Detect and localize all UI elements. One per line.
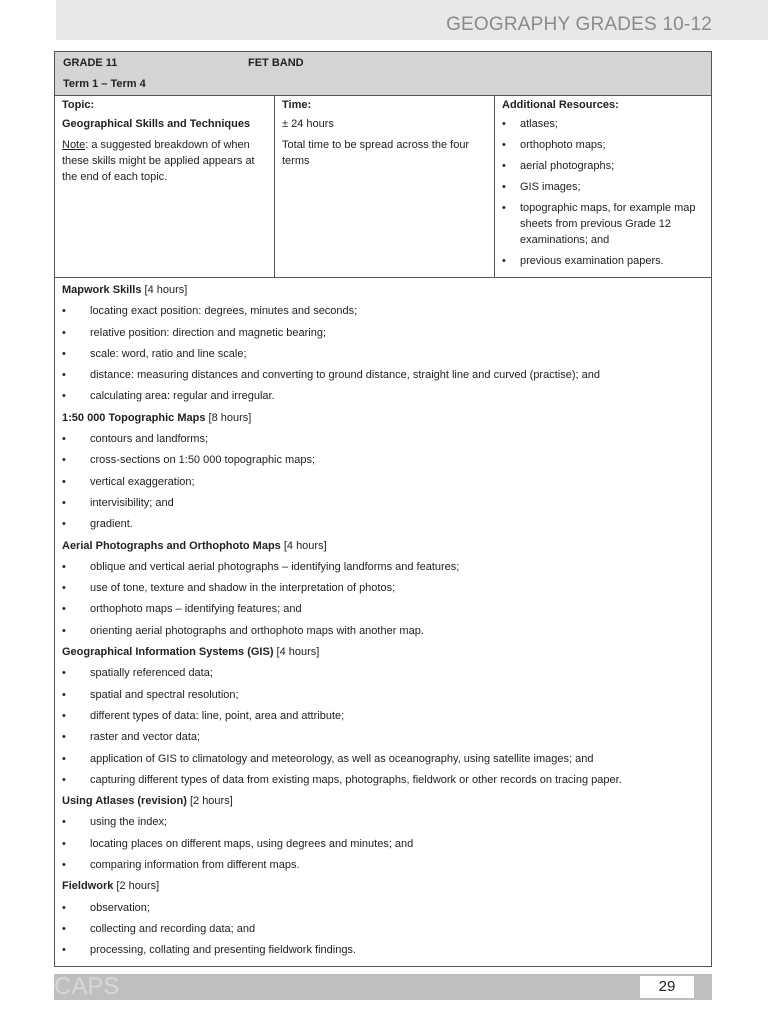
list-item: • observation; (62, 898, 704, 919)
list-item: • spatially referenced data; (62, 663, 704, 684)
section-name: Fieldwork (62, 880, 114, 893)
resources-list (502, 116, 704, 269)
section-hours: [4 hours] (280, 539, 327, 552)
topic-note-label: Note (62, 139, 86, 151)
section-title (62, 791, 704, 812)
section-hours: [2 hours] (186, 795, 233, 808)
section-hours: [8 hours] (205, 411, 252, 424)
list-item: • cross-sections on 1:50 000 topographic maps; (62, 450, 704, 471)
topic-note-text: : a suggested breakdown of when these skills might be applied appears at the end of each topic. (62, 139, 255, 183)
list-item: • relative position: direction and magnetic bearing; (62, 323, 704, 344)
resource-item: • previous examination papers. (502, 253, 704, 269)
list-item: • orthophoto maps – identifying features; and (62, 599, 704, 620)
grade-header (55, 52, 711, 96)
list-item: • locating places on different maps, using degrees and minutes; and (62, 834, 704, 855)
section-hours: [2 hours] (113, 880, 160, 893)
resource-item: • topographic maps, for example map sheets from previous Grade 12 examinations; and (502, 200, 704, 248)
section-name: 1:50 000 Topographic Maps (62, 411, 206, 424)
resources-column (495, 96, 711, 277)
grade-label: GRADE 11 (63, 57, 118, 69)
topic-heading: Topic: (62, 99, 95, 111)
list-item: • orienting aerial photographs and orthophoto maps with another map. (62, 621, 704, 642)
resource-item: • aerial photographs; (502, 158, 704, 174)
topic-note (62, 137, 267, 185)
page-header-title: GEOGRAPHY GRADES 10-12 (446, 14, 712, 35)
page-number: 29 (640, 976, 694, 998)
time-hours: ± 24 hours (282, 118, 334, 130)
list-item: • comparing information from different maps. (62, 855, 704, 876)
footer-brand: CAPS (54, 973, 120, 1000)
list-item: • collecting and recording data; and (62, 919, 704, 940)
curriculum-table (54, 51, 712, 967)
list-item: • using the index; (62, 812, 704, 833)
topic-column (55, 96, 275, 277)
list-item: • gradient. (62, 514, 704, 535)
list-item: • use of tone, texture and shadow in the interpretation of photos; (62, 578, 704, 599)
topic-name: Geographical Skills and Techniques (62, 118, 251, 130)
list-item: • application of GIS to climatology and meteorology, as well as oceanography, using satellite images; and (62, 749, 704, 770)
list-item: • oblique and vertical aerial photographs – identifying landforms and features; (62, 557, 704, 578)
time-column (275, 96, 495, 277)
section-title (62, 408, 704, 429)
time-note: Total time to be spread across the four terms (282, 139, 470, 167)
list-item: • calculating area: regular and irregular. (62, 386, 704, 407)
section-title (62, 280, 704, 301)
list-item: • distance: measuring distances and converting to ground distance, straight line and curved (practise); and (62, 365, 704, 386)
section-title (62, 642, 704, 663)
list-item: • spatial and spectral resolution; (62, 685, 704, 706)
list-item: • capturing different types of data from existing maps, photographs, fieldwork or other records on tracing paper. (62, 770, 704, 791)
section-title (62, 876, 704, 897)
resource-item: • atlases; (502, 116, 704, 132)
section-name: Using Atlases (revision) (62, 795, 187, 808)
list-item: • processing, collating and presenting fieldwork findings. (62, 940, 704, 961)
page-header (56, 0, 768, 40)
section-name: Aerial Photographs and Orthophoto Maps (62, 539, 281, 552)
page-footer (54, 974, 712, 1000)
list-item: • scale: word, ratio and line scale; (62, 344, 704, 365)
terms-label: Term 1 – Term 4 (63, 78, 146, 90)
topic-row (55, 96, 711, 278)
resources-heading: Additional Resources: (502, 99, 619, 111)
resource-item: • GIS images; (502, 179, 704, 195)
skills-sections (55, 278, 711, 966)
section-name: Mapwork Skills (62, 284, 142, 296)
section-hours: [4 hours] (141, 284, 188, 296)
list-item: • vertical exaggeration; (62, 472, 704, 493)
section-title (62, 536, 704, 557)
list-item: • locating exact position: degrees, minutes and seconds; (62, 301, 704, 322)
time-heading: Time: (282, 99, 312, 111)
section-hours: [4 hours] (273, 646, 320, 659)
band-label: FET BAND (248, 57, 304, 69)
list-item: • intervisibility; and (62, 493, 704, 514)
list-item: • contours and landforms; (62, 429, 704, 450)
resource-item: • orthophoto maps; (502, 137, 704, 153)
list-item: • raster and vector data; (62, 727, 704, 748)
section-name: Geographical Information Systems (GIS) (62, 646, 274, 659)
list-item: • different types of data: line, point, area and attribute; (62, 706, 704, 727)
